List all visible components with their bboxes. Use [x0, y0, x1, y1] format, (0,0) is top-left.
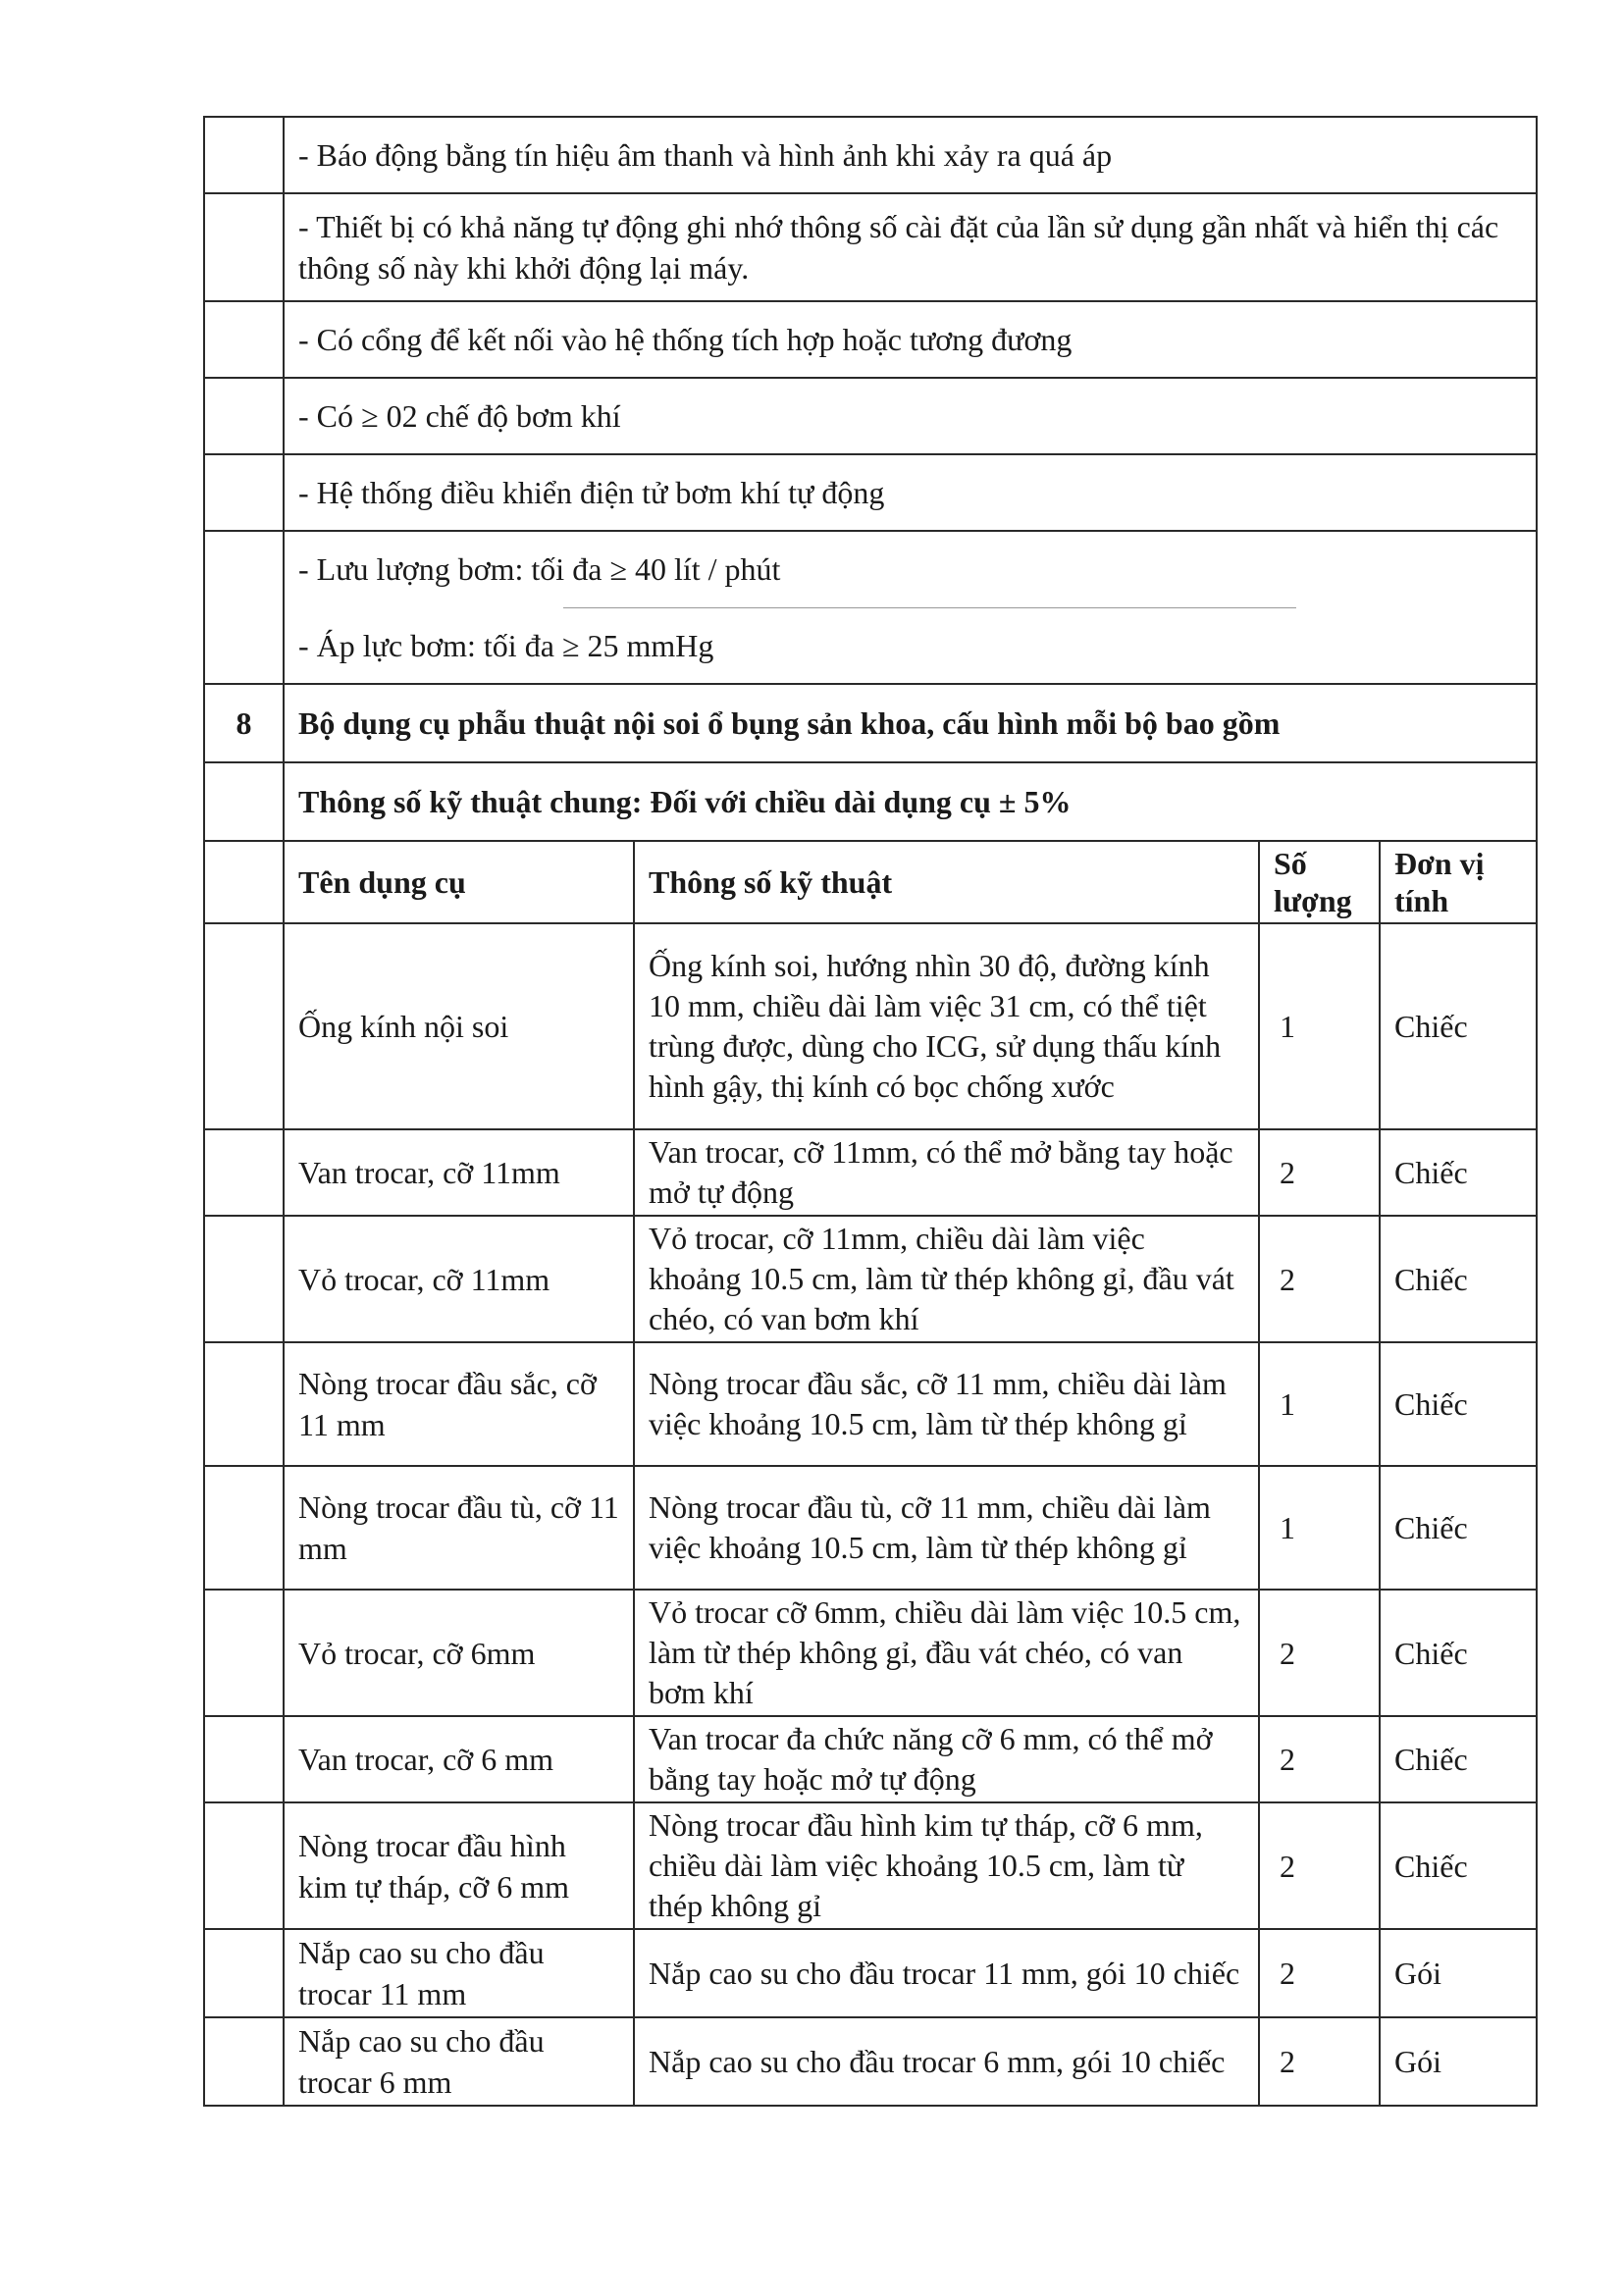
- item-unit: Chiếc: [1380, 1342, 1537, 1466]
- index-cell: [204, 1802, 284, 1929]
- index-cell: [204, 117, 284, 193]
- table-row: [204, 193, 1537, 301]
- section-number: 8: [204, 684, 284, 762]
- item-name: Van trocar, cỡ 11mm: [284, 1129, 634, 1216]
- table-row: [204, 1929, 1537, 2017]
- flow-rate-line: - Lưu lượng bơm: tối đa ≥ 40 lít / phút: [298, 551, 781, 587]
- general-spec: Thông số kỹ thuật chung: Đối với chiều dài dụng cụ ± 5%: [284, 762, 1537, 841]
- index-cell: [204, 454, 284, 531]
- index-cell: [204, 1716, 284, 1802]
- item-spec: Nắp cao su cho đầu trocar 6 mm, gói 10 chiếc: [634, 2017, 1259, 2106]
- index-cell: [204, 301, 284, 378]
- section-header-row: [204, 684, 1537, 762]
- header-spec: Thông số kỹ thuật: [634, 841, 1259, 923]
- item-qty: 1: [1259, 1466, 1380, 1590]
- item-spec: Vỏ trocar cỡ 6mm, chiều dài làm việc 10.5 cm, làm từ thép không gỉ, đầu vát chéo, có van bơm khí: [634, 1590, 1259, 1716]
- item-spec: Nòng trocar đầu tù, cỡ 11 mm, chiều dài làm việc khoảng 10.5 cm, làm từ thép không gỉ: [634, 1466, 1259, 1590]
- spec-document: [203, 116, 1536, 2107]
- table-row: [204, 923, 1537, 1129]
- item-name: Vỏ trocar, cỡ 6mm: [284, 1590, 634, 1716]
- table-row: [204, 378, 1537, 454]
- index-cell: [204, 1466, 284, 1590]
- item-name: Van trocar, cỡ 6 mm: [284, 1716, 634, 1802]
- item-qty: 2: [1259, 1802, 1380, 1929]
- item-name: Nòng trocar đầu tù, cỡ 11 mm: [284, 1466, 634, 1590]
- table-row: [204, 531, 1537, 684]
- item-unit: Chiếc: [1380, 1129, 1537, 1216]
- item-unit: Chiếc: [1380, 1590, 1537, 1716]
- spec-line: - Có cổng để kết nối vào hệ thống tích hợp hoặc tương đương: [284, 301, 1537, 378]
- section-title: Bộ dụng cụ phẫu thuật nội soi ổ bụng sản khoa, cấu hình mỗi bộ bao gồm: [284, 684, 1537, 762]
- item-name: Nắp cao su cho đầu trocar 6 mm: [284, 2017, 634, 2106]
- index-cell: [204, 762, 284, 841]
- item-spec: Van trocar, cỡ 11mm, có thể mở bằng tay hoặc mở tự động: [634, 1129, 1259, 1216]
- column-header-row: [204, 841, 1537, 923]
- divider-line: [298, 590, 1522, 625]
- index-cell: [204, 1342, 284, 1466]
- index-cell: [204, 1590, 284, 1716]
- table-row: [204, 1216, 1537, 1342]
- index-cell: [204, 841, 284, 923]
- item-name: Nòng trocar đầu sắc, cỡ 11 mm: [284, 1342, 634, 1466]
- item-spec: Ống kính soi, hướng nhìn 30 độ, đường kính 10 mm, chiều dài làm việc 31 cm, có thể tiệt trùng được, dùng cho ICG, sử dụng thấu kính hình gậy, thị kính có bọc chống xước: [634, 923, 1259, 1129]
- index-cell: [204, 923, 284, 1129]
- spec-line: - Hệ thống điều khiển điện tử bơm khí tự động: [284, 454, 1537, 531]
- spec-line: - Có ≥ 02 chế độ bơm khí: [284, 378, 1537, 454]
- general-spec-row: [204, 762, 1537, 841]
- item-qty: 2: [1259, 1590, 1380, 1716]
- item-spec: Vỏ trocar, cỡ 11mm, chiều dài làm việc khoảng 10.5 cm, làm từ thép không gỉ, đầu vát chéo, có van bơm khí: [634, 1216, 1259, 1342]
- item-unit: Chiếc: [1380, 1216, 1537, 1342]
- item-qty: 2: [1259, 1216, 1380, 1342]
- item-spec: Van trocar đa chức năng cỡ 6 mm, có thể mở bằng tay hoặc mở tự động: [634, 1716, 1259, 1802]
- table-row: [204, 301, 1537, 378]
- table-row: [204, 1342, 1537, 1466]
- index-cell: [204, 378, 284, 454]
- index-cell: [204, 531, 284, 684]
- index-cell: [204, 1929, 284, 2017]
- item-unit: Chiếc: [1380, 1466, 1537, 1590]
- index-cell: [204, 193, 284, 301]
- index-cell: [204, 1129, 284, 1216]
- index-cell: [204, 1216, 284, 1342]
- header-unit: Đơn vị tính: [1380, 841, 1537, 923]
- spec-table: [203, 116, 1538, 2107]
- item-qty: 2: [1259, 2017, 1380, 2106]
- header-qty: Số lượng: [1259, 841, 1380, 923]
- item-name: Ống kính nội soi: [284, 923, 634, 1129]
- table-row: [204, 117, 1537, 193]
- table-row: [204, 454, 1537, 531]
- item-unit: Gói: [1380, 2017, 1537, 2106]
- spec-line: - Thiết bị có khả năng tự động ghi nhớ thông số cài đặt của lần sử dụng gần nhất và hiển thị các thông số này khi khởi động lại máy.: [284, 193, 1537, 301]
- item-unit: Chiếc: [1380, 1716, 1537, 1802]
- item-qty: 2: [1259, 1716, 1380, 1802]
- item-qty: 1: [1259, 1342, 1380, 1466]
- index-cell: [204, 2017, 284, 2106]
- item-spec: Nòng trocar đầu hình kim tự tháp, cỡ 6 mm, chiều dài làm việc khoảng 10.5 cm, làm từ thép không gỉ: [634, 1802, 1259, 1929]
- item-name: Nòng trocar đầu hình kim tự tháp, cỡ 6 mm: [284, 1802, 634, 1929]
- flow-pressure-cell: [284, 531, 1537, 684]
- item-unit: Chiếc: [1380, 923, 1537, 1129]
- item-unit: Chiếc: [1380, 1802, 1537, 1929]
- table-row: [204, 1802, 1537, 1929]
- item-spec: Nòng trocar đầu sắc, cỡ 11 mm, chiều dài làm việc khoảng 10.5 cm, làm từ thép không gỉ: [634, 1342, 1259, 1466]
- pressure-line: - Áp lực bơm: tối đa ≥ 25 mmHg: [298, 628, 714, 663]
- table-row: [204, 1716, 1537, 1802]
- item-qty: 1: [1259, 923, 1380, 1129]
- header-name: Tên dụng cụ: [284, 841, 634, 923]
- table-row: [204, 1590, 1537, 1716]
- item-qty: 2: [1259, 1929, 1380, 2017]
- item-spec: Nắp cao su cho đầu trocar 11 mm, gói 10 chiếc: [634, 1929, 1259, 2017]
- table-row: [204, 1129, 1537, 1216]
- item-unit: Gói: [1380, 1929, 1537, 2017]
- item-qty: 2: [1259, 1129, 1380, 1216]
- item-name: Vỏ trocar, cỡ 11mm: [284, 1216, 634, 1342]
- item-name: Nắp cao su cho đầu trocar 11 mm: [284, 1929, 634, 2017]
- spec-line: - Báo động bằng tín hiệu âm thanh và hình ảnh khi xảy ra quá áp: [284, 117, 1537, 193]
- table-row: [204, 2017, 1537, 2106]
- table-row: [204, 1466, 1537, 1590]
